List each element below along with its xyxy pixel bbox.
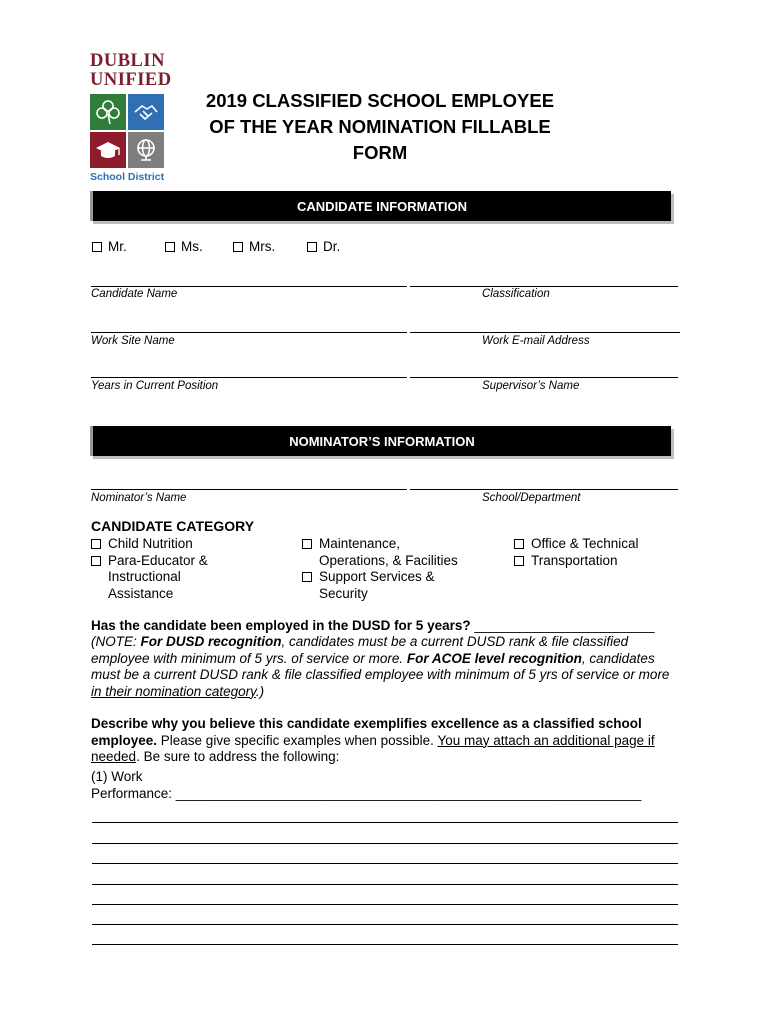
checkbox-box[interactable] — [514, 556, 524, 566]
handshake-icon — [128, 94, 164, 130]
note-acoe-text: , candidates must be a current DUSD rank & file classified employee with minimum of 5 yrs of service or more — [91, 650, 670, 682]
category-column-2 — [302, 536, 458, 602]
candidate-information-header: CANDIDATE INFORMATION — [90, 191, 671, 221]
checkbox-box[interactable] — [91, 539, 101, 549]
category-transportation[interactable] — [514, 553, 639, 570]
writing-line[interactable] — [92, 944, 678, 945]
salutation-mr-checkbox[interactable] — [92, 239, 127, 254]
writing-line[interactable] — [92, 843, 678, 844]
category-label: Maintenance, — [319, 536, 401, 551]
work-site-field[interactable] — [91, 332, 407, 333]
category-office-technical[interactable] — [514, 536, 639, 553]
work-site-label: Work Site Name — [91, 335, 175, 347]
supervisor-name-label: Supervisor’s Name — [482, 380, 580, 392]
nominator-name-label: Nominator’s Name — [91, 492, 187, 504]
title-line-2: OF THE YEAR NOMINATION FILLABLE — [209, 116, 551, 137]
note-close: .) — [255, 683, 265, 699]
checkbox-box[interactable] — [302, 539, 312, 549]
form-title — [180, 88, 580, 166]
writing-line[interactable] — [92, 863, 678, 864]
logo-word-unified: UNIFIED — [90, 70, 172, 90]
category-label: Para-Educator & — [108, 552, 208, 568]
checkbox-box[interactable] — [302, 572, 312, 582]
logo-footer: School District — [90, 171, 165, 183]
graduation-cap-icon — [90, 132, 126, 168]
employment-question — [91, 618, 681, 635]
category-support-services[interactable] — [302, 569, 458, 602]
checkbox-box[interactable] — [91, 556, 101, 566]
classification-field[interactable] — [410, 286, 678, 287]
candidate-name-field[interactable] — [91, 286, 407, 287]
describe-attach-note: You may attach an additional page if needed — [91, 732, 655, 764]
category-label: Assistance — [108, 585, 174, 601]
writing-line[interactable] — [92, 822, 678, 823]
note-acoe-recognition: For ACOE level recognition — [406, 650, 582, 666]
eligibility-note — [91, 634, 681, 700]
note-underlined: in their nomination category — [91, 683, 256, 699]
candidate-category-heading: CANDIDATE CATEGORY — [91, 518, 255, 534]
describe-text-1: Please give specific examples when possible. — [157, 732, 438, 748]
nominator-information-header: NOMINATOR’S INFORMATION — [90, 426, 671, 456]
employment-question-text: Has the candidate been employed in the DUSD for 5 years? — [91, 618, 471, 633]
category-para-educator[interactable] — [91, 553, 208, 603]
checkbox-box[interactable] — [92, 242, 102, 252]
salutation-mrs-label: Mrs. — [249, 239, 276, 254]
describe-text-2: . Be sure to address the following: — [136, 749, 340, 764]
checkbox-box[interactable] — [233, 242, 243, 252]
salutation-dr-checkbox[interactable] — [307, 239, 340, 254]
note-dusd-text: , candidates must be a current DUSD rank & file classified employee with minimum of 5 yrs. of service or more. — [91, 634, 629, 666]
describe-instructions — [91, 716, 681, 766]
category-column-1 — [91, 536, 208, 602]
employment-answer-blank[interactable]: ________________________ — [474, 618, 655, 633]
category-label: Transportation — [531, 552, 618, 568]
salutation-mr-label: Mr. — [108, 239, 127, 254]
candidate-name-label: Candidate Name — [91, 288, 178, 300]
checkbox-box[interactable] — [514, 539, 524, 549]
category-column-3 — [514, 536, 639, 569]
note-dusd-recognition: For DUSD recognition — [140, 634, 282, 649]
category-label: Operations, & Facilities — [319, 552, 458, 568]
category-child-nutrition[interactable] — [91, 536, 208, 553]
logo-word-dublin: DUBLIN — [90, 51, 165, 71]
supervisor-name-field[interactable] — [410, 377, 678, 378]
salutation-mrs-checkbox[interactable] — [233, 239, 275, 254]
classification-label: Classification — [482, 288, 550, 300]
category-label: Instructional — [108, 569, 181, 584]
writing-line[interactable] — [92, 904, 678, 905]
globe-icon — [128, 132, 164, 168]
work-email-label: Work E-mail Address — [482, 335, 590, 347]
writing-line[interactable] — [92, 924, 678, 925]
school-department-field[interactable] — [410, 489, 678, 490]
salutation-dr-label: Dr. — [323, 239, 341, 254]
school-department-label: School/Department — [482, 492, 581, 504]
salutation-ms-checkbox[interactable] — [165, 239, 203, 254]
title-line-1: 2019 CLASSIFIED SCHOOL EMPLOYEE — [205, 90, 555, 111]
note-open: (NOTE: — [91, 634, 141, 649]
work-email-field[interactable] — [410, 332, 680, 333]
work-performance-line[interactable]: Performance: ______________________________________________________________ — [91, 785, 642, 801]
work-performance-item — [91, 769, 681, 802]
category-label: Office & Technical — [531, 536, 639, 551]
work-performance-label: (1) Work — [91, 769, 143, 784]
clover-icon — [90, 94, 126, 130]
category-label: Support Services & — [319, 569, 435, 584]
category-label: Security — [319, 585, 368, 601]
years-in-position-field[interactable] — [91, 377, 407, 378]
title-line-3: FORM — [352, 142, 408, 163]
describe-bold: Describe why you believe this candidate exemplifies excellence as a classified school employee. — [91, 716, 642, 748]
writing-line[interactable] — [92, 884, 678, 885]
checkbox-box[interactable] — [307, 242, 317, 252]
logo-tiles — [90, 94, 170, 168]
category-label: Child Nutrition — [108, 536, 193, 551]
district-logo — [90, 52, 170, 183]
category-maintenance-operations[interactable] — [302, 536, 458, 569]
checkbox-box[interactable] — [165, 242, 175, 252]
salutation-ms-label: Ms. — [181, 239, 203, 254]
years-in-position-label: Years in Current Position — [91, 380, 219, 392]
nominator-name-field[interactable] — [91, 489, 407, 490]
